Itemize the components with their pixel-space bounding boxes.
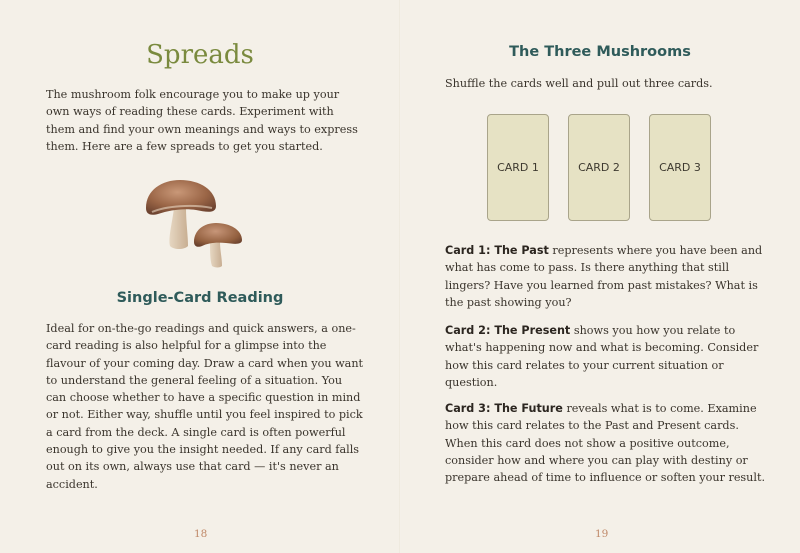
section-paragraph: Ideal for on-the-go readings and quick answers, a one-card reading is also helpful for a glimpse into the flavour of your coming day. Draw a card when you want to understand the general feeling of a situation. You can choose whether to have a specific question in mind or not. Either way, shuffle until you feel inspired to pick a card from the deck. A single card is often powerful enough to give you the insight needed. If any card falls out on its own, always use that card — it's never an accident. bbox=[46, 322, 364, 491]
page-title: Spreads bbox=[146, 40, 254, 70]
page-number: 18 bbox=[194, 528, 208, 540]
card-text: represents where you have been and what has come to pass. Is there anything that still lingers? Have you learned from past mistakes? What is the past showing you? bbox=[445, 244, 763, 309]
card-placeholder-2: CARD 2 bbox=[568, 114, 630, 221]
card-description-future bbox=[445, 400, 767, 486]
card-description-present bbox=[445, 322, 767, 391]
intro-paragraph: The mushroom folk encourage you to make up your own ways of reading these cards. Experiment with them and find your own meanings and ways to express them. Here are a few spreads to get you started. bbox=[46, 88, 358, 153]
right-page bbox=[400, 0, 800, 553]
page-number: 19 bbox=[595, 528, 609, 540]
card-label: Card 2: The Present bbox=[445, 324, 571, 337]
card-label: Card 3: The Future bbox=[445, 402, 563, 415]
card-text: shows you how you relate to what's happening now and what is becoming. Consider how this card relates to your current situation or question. bbox=[445, 324, 759, 389]
card-placeholder-3: CARD 3 bbox=[649, 114, 711, 221]
card-text: reveals what is to come. Examine how this card relates to the Past and Present cards. When this card does not show a positive outcome, consider how and where you can play with destiny or prepare ahead of time to influence or soften your result. bbox=[445, 402, 766, 485]
card-placeholder-1: CARD 1 bbox=[487, 114, 549, 221]
card-label: Card 1: The Past bbox=[445, 244, 549, 257]
card-description-past bbox=[445, 242, 765, 311]
instruction-text: Shuffle the cards well and pull out three cards. bbox=[445, 77, 713, 90]
section-heading: The Three Mushrooms bbox=[509, 44, 691, 60]
mushrooms-illustration bbox=[140, 172, 255, 272]
section-heading: Single-Card Reading bbox=[116, 290, 284, 306]
